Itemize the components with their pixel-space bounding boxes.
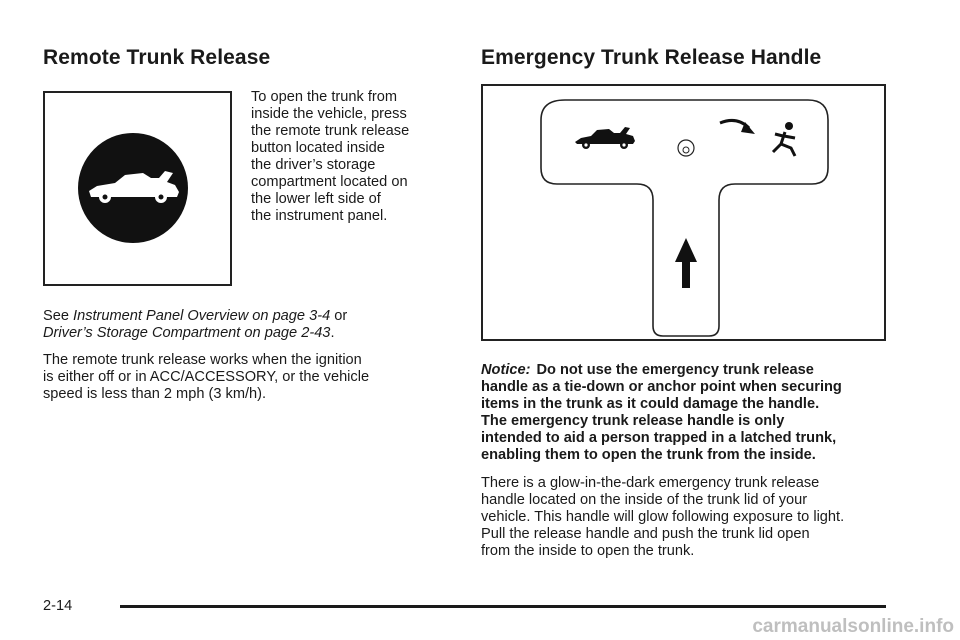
remote-trunk-release-figure xyxy=(43,91,232,286)
notice-line: intended to aid a person trapped in a latched trunk, xyxy=(481,430,837,446)
section-heading-remote-trunk-release: Remote Trunk Release xyxy=(43,46,271,69)
link-instrument-panel-overview[interactable]: Instrument Panel Overview on page 3-4 xyxy=(73,308,331,324)
paragraph-line: Pull the release handle and push the trunk lid open xyxy=(481,526,810,542)
intro-line: the driver’s storage xyxy=(251,157,376,173)
notice-block xyxy=(481,362,891,464)
intro-line: the lower left side of xyxy=(251,191,381,207)
see-references xyxy=(43,308,453,342)
footer-rule xyxy=(120,605,886,608)
emergency-trunk-release-figure xyxy=(481,84,886,341)
paragraph-line: vehicle. This handle will glow following exposure to light. xyxy=(481,509,845,525)
paragraph-line: There is a glow-in-the-dark emergency trunk release xyxy=(481,475,820,491)
remote-trunk-intro xyxy=(251,89,461,225)
conditions-line: The remote trunk release works when the ignition xyxy=(43,352,362,368)
notice-line: handle as a tie-down or anchor point when securing xyxy=(481,379,842,395)
notice-line: enabling them to open the trunk from the inside. xyxy=(481,447,816,463)
notice-line: items in the trunk as it could damage the handle. xyxy=(481,396,820,412)
trunk-release-button-icon xyxy=(45,93,230,284)
intro-line: inside the vehicle, press xyxy=(251,106,407,122)
notice-label: Notice: xyxy=(481,362,531,378)
link-drivers-storage-compartment[interactable]: Driver’s Storage Compartment on page 2-43 xyxy=(43,325,331,341)
intro-line: compartment located on xyxy=(251,174,408,190)
intro-line: button located inside xyxy=(251,140,385,156)
intro-line: the remote trunk release xyxy=(251,123,410,139)
see-prefix: See xyxy=(43,308,74,324)
remote-trunk-conditions xyxy=(43,352,463,403)
intro-line: To open the trunk from xyxy=(251,89,398,105)
conditions-line: is either off or in ACC/ACCESSORY, or the vehicle xyxy=(43,369,370,385)
glow-handle-paragraph xyxy=(481,475,901,560)
ref-suffix: . xyxy=(330,325,335,341)
page-number: 2-14 xyxy=(43,598,73,614)
section-heading-emergency-trunk-release-handle: Emergency Trunk Release Handle xyxy=(481,46,822,69)
paragraph-line: from the inside to open the trunk. xyxy=(481,543,695,559)
paragraph-line: handle located on the inside of the trunk lid of your xyxy=(481,492,808,508)
or-text: or xyxy=(330,308,348,324)
intro-line: the instrument panel. xyxy=(251,208,388,224)
watermark-text: carmanualsonline.info xyxy=(752,616,954,637)
emergency-trunk-release-handle-icon xyxy=(483,86,884,339)
notice-line: The emergency trunk release handle is only xyxy=(481,413,785,429)
conditions-line: speed is less than 2 mph (3 km/h). xyxy=(43,386,267,402)
notice-line: Do not use the emergency trunk release xyxy=(536,362,814,378)
